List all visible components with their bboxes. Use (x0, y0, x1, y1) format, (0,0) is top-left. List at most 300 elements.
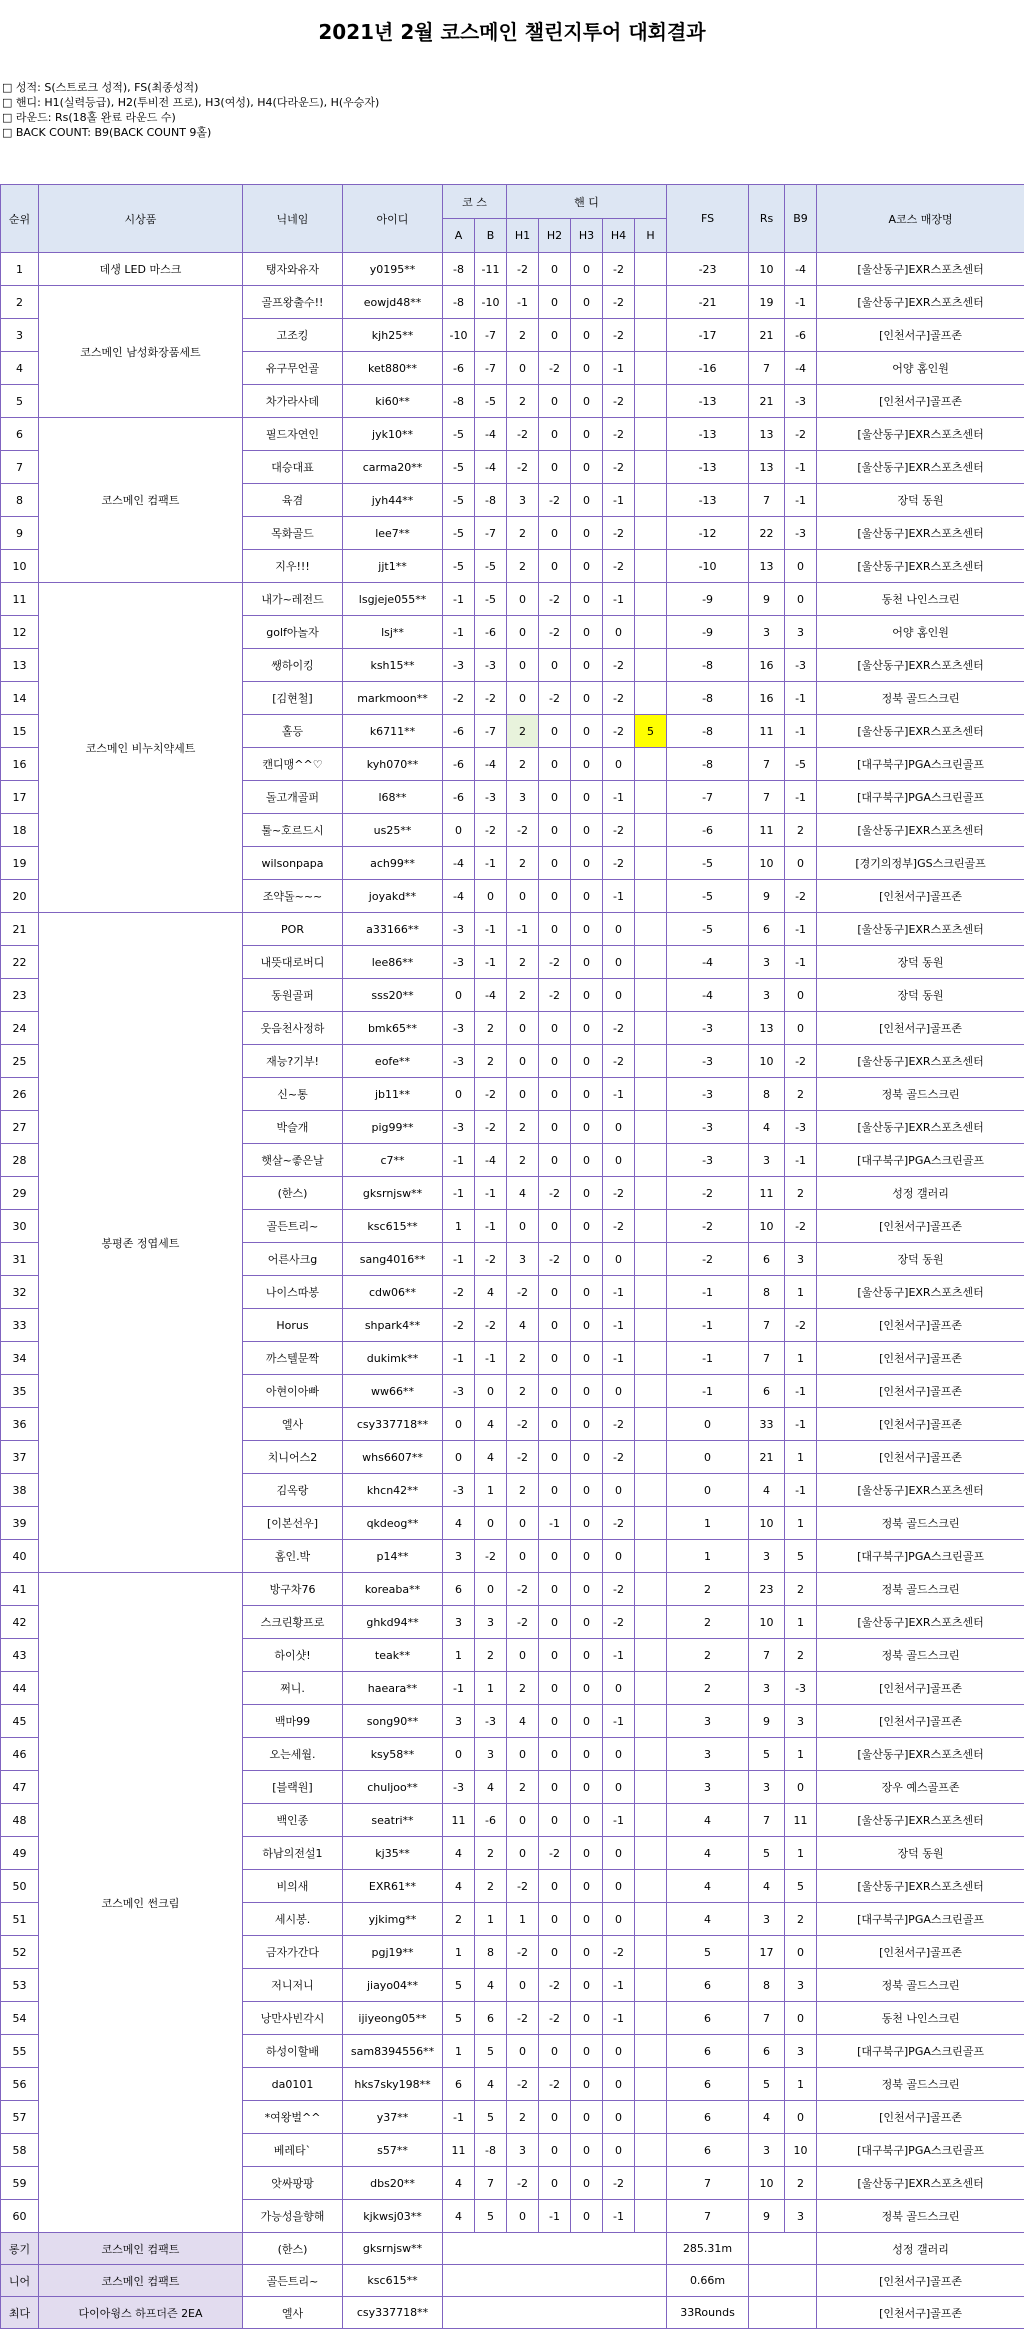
store-cell: [울산동구]EXR스포츠센터 (817, 418, 1024, 451)
nickname-cell: 베레타` (243, 2134, 343, 2167)
h1-cell: 3 (507, 484, 539, 517)
h3-cell: 0 (571, 979, 603, 1012)
rs-cell: 6 (749, 2035, 785, 2068)
fs-cell: -10 (667, 550, 749, 583)
h-cell (635, 2167, 667, 2200)
h2-cell: 0 (539, 1111, 571, 1144)
rank-cell: 23 (1, 979, 39, 1012)
a-cell: 1 (443, 1639, 475, 1672)
b9-cell: -1 (785, 913, 817, 946)
h1-cell: 0 (507, 649, 539, 682)
rs-cell: 4 (749, 1111, 785, 1144)
h1-cell: -2 (507, 1408, 539, 1441)
b-cell: -4 (475, 979, 507, 1012)
h3-cell: 0 (571, 2068, 603, 2101)
fs-cell: 6 (667, 2035, 749, 2068)
a-cell: 2 (443, 1903, 475, 1936)
store-cell: 장덕 동원 (817, 979, 1024, 1012)
h4-cell: -2 (603, 1606, 635, 1639)
h1-cell: 2 (507, 550, 539, 583)
nickname-cell: 탱자와유자 (243, 253, 343, 286)
b9-cell: 1 (785, 1606, 817, 1639)
h-cell (635, 1540, 667, 1573)
h-cell (635, 1309, 667, 1342)
h3-cell: 0 (571, 781, 603, 814)
h4-cell: -2 (603, 649, 635, 682)
rs-cell: 8 (749, 1276, 785, 1309)
rank-cell: 9 (1, 517, 39, 550)
h2-cell: -2 (539, 2002, 571, 2035)
store-cell: 어양 홈인원 (817, 352, 1024, 385)
b9-cell: -2 (785, 1045, 817, 1078)
b9-cell: -2 (785, 1210, 817, 1243)
rs-cell: 7 (749, 748, 785, 781)
nickname-cell: 백마99 (243, 1705, 343, 1738)
fs-cell: -3 (667, 1045, 749, 1078)
rank-cell: 7 (1, 451, 39, 484)
b-cell: -4 (475, 1144, 507, 1177)
table-row (1, 583, 1024, 616)
rank-cell: 50 (1, 1870, 39, 1903)
nickname-cell: (한스) (243, 1177, 343, 1210)
h2-cell: -2 (539, 682, 571, 715)
a-cell: 0 (443, 979, 475, 1012)
b-cell: 0 (475, 1375, 507, 1408)
fs-cell: -3 (667, 1144, 749, 1177)
store-cell: [인천서구]골프존 (817, 1375, 1024, 1408)
h2-cell: -1 (539, 2200, 571, 2233)
h1-cell: 0 (507, 1639, 539, 1672)
b-cell: -2 (475, 1111, 507, 1144)
rs-cell: 13 (749, 451, 785, 484)
id-cell: EXR61** (343, 1870, 443, 1903)
nickname-cell: 나이스따봉 (243, 1276, 343, 1309)
h4-cell: -2 (603, 418, 635, 451)
h1-cell: -2 (507, 2002, 539, 2035)
h2-cell: 0 (539, 1210, 571, 1243)
fs-cell: -8 (667, 649, 749, 682)
h1-cell: 0 (507, 1012, 539, 1045)
fs-cell: -23 (667, 253, 749, 286)
b-cell: 5 (475, 2035, 507, 2068)
h3-cell: 0 (571, 1804, 603, 1837)
h4-cell: -1 (603, 1276, 635, 1309)
a-cell: 11 (443, 2134, 475, 2167)
h3-cell: 0 (571, 550, 603, 583)
a-cell: 5 (443, 2002, 475, 2035)
h1-cell: 2 (507, 1672, 539, 1705)
b-cell: -2 (475, 814, 507, 847)
id-cell: ksc615** (343, 1210, 443, 1243)
fs-cell: -5 (667, 913, 749, 946)
rs-cell: 7 (749, 484, 785, 517)
h2-cell: 0 (539, 253, 571, 286)
h3-cell: 0 (571, 1342, 603, 1375)
nickname-cell: 재능?기부! (243, 1045, 343, 1078)
h3-cell: 0 (571, 1540, 603, 1573)
rank-cell: 32 (1, 1276, 39, 1309)
nickname-cell: 육겸 (243, 484, 343, 517)
id-cell: jiayo04** (343, 1969, 443, 2002)
header-h: H (635, 219, 667, 253)
id-cell: dbs20** (343, 2167, 443, 2200)
store-cell: 장우 예스골프존 (817, 1771, 1024, 1804)
h-cell (635, 1408, 667, 1441)
fs-cell: 0 (667, 1474, 749, 1507)
rs-cell: 5 (749, 2068, 785, 2101)
h3-cell: 0 (571, 1474, 603, 1507)
rs-cell: 3 (749, 2134, 785, 2167)
h3-cell: 0 (571, 880, 603, 913)
nickname-cell: 아현이아빠 (243, 1375, 343, 1408)
h3-cell: 0 (571, 847, 603, 880)
rs-cell: 21 (749, 319, 785, 352)
b-cell: 2 (475, 1045, 507, 1078)
a-cell: -5 (443, 550, 475, 583)
b9-cell: -4 (785, 253, 817, 286)
rs-cell: 4 (749, 1870, 785, 1903)
rank-cell: 39 (1, 1507, 39, 1540)
fs-cell: 2 (667, 1606, 749, 1639)
fs-cell: -2 (667, 1177, 749, 1210)
rs-cell: 10 (749, 847, 785, 880)
h3-cell: 0 (571, 2002, 603, 2035)
rank-cell: 15 (1, 715, 39, 748)
fs-cell: -3 (667, 1078, 749, 1111)
b-cell: -4 (475, 418, 507, 451)
id-cell: joyakd** (343, 880, 443, 913)
store-cell: 장덕 동원 (817, 484, 1024, 517)
a-cell: -1 (443, 1342, 475, 1375)
a-cell: 0 (443, 1738, 475, 1771)
h1-cell: 0 (507, 2200, 539, 2233)
h-cell (635, 2068, 667, 2101)
fs-cell: 0 (667, 1441, 749, 1474)
h3-cell: 0 (571, 1375, 603, 1408)
fs-cell: 4 (667, 1903, 749, 1936)
rank-cell: 54 (1, 2002, 39, 2035)
a-cell: 3 (443, 1540, 475, 1573)
header-id: 아이디 (343, 185, 443, 253)
h2-cell: 0 (539, 1408, 571, 1441)
h-cell (635, 319, 667, 352)
id-cell: eowjd48** (343, 286, 443, 319)
rs-cell: 33 (749, 1408, 785, 1441)
id-cell: ki60** (343, 385, 443, 418)
b-cell: 7 (475, 2167, 507, 2200)
b9-cell: -3 (785, 1111, 817, 1144)
a-cell: 0 (443, 1408, 475, 1441)
store-cell: [인천서구]골프존 (817, 1012, 1024, 1045)
a-cell: 4 (443, 1837, 475, 1870)
a-cell: -8 (443, 253, 475, 286)
h2-cell: 0 (539, 649, 571, 682)
b-cell: 2 (475, 1837, 507, 1870)
rs-cell: 11 (749, 715, 785, 748)
h1-cell: 0 (507, 1045, 539, 1078)
rs-cell: 17 (749, 1936, 785, 1969)
store-cell: [인천서구]골프존 (817, 1705, 1024, 1738)
special-row (1, 2233, 1024, 2265)
b-cell: -11 (475, 253, 507, 286)
h1-cell: -2 (507, 1573, 539, 1606)
h4-cell: -1 (603, 1705, 635, 1738)
h4-cell: -2 (603, 319, 635, 352)
rank-cell: 53 (1, 1969, 39, 2002)
a-cell: 6 (443, 1573, 475, 1606)
h-cell (635, 1012, 667, 1045)
header-rs: Rs (749, 185, 785, 253)
rs-cell: 9 (749, 2200, 785, 2233)
b9-cell: 2 (785, 1639, 817, 1672)
h-cell (635, 1606, 667, 1639)
header-h1: H1 (507, 219, 539, 253)
id-cell: kjkwsj03** (343, 2200, 443, 2233)
a-cell: -5 (443, 418, 475, 451)
a-cell: -4 (443, 880, 475, 913)
b9-cell: 3 (785, 1243, 817, 1276)
nickname-cell: 홀등 (243, 715, 343, 748)
rank-cell: 17 (1, 781, 39, 814)
store-cell: 정북 골드스크린 (817, 1639, 1024, 1672)
a-cell: 3 (443, 1705, 475, 1738)
nickname-cell: 백인종 (243, 1804, 343, 1837)
store-cell: [울산동구]EXR스포츠센터 (817, 1276, 1024, 1309)
b9-cell: -2 (785, 880, 817, 913)
store-cell: [울산동구]EXR스포츠센터 (817, 649, 1024, 682)
store-cell: 정북 골드스크린 (817, 1573, 1024, 1606)
rs-cell: 10 (749, 1045, 785, 1078)
nickname-cell: 저니저니 (243, 1969, 343, 2002)
fs-cell: 7 (667, 2200, 749, 2233)
empty-cell (443, 2233, 667, 2265)
b-cell: -4 (475, 748, 507, 781)
rank-cell: 60 (1, 2200, 39, 2233)
fs-cell: -8 (667, 682, 749, 715)
h2-cell: 0 (539, 1045, 571, 1078)
h3-cell: 0 (571, 1639, 603, 1672)
b9-cell: -1 (785, 1408, 817, 1441)
a-cell: -1 (443, 583, 475, 616)
a-cell: -3 (443, 1045, 475, 1078)
rs-cell: 3 (749, 1771, 785, 1804)
h4-cell: -2 (603, 1012, 635, 1045)
b-cell: -7 (475, 715, 507, 748)
b-cell: -2 (475, 1078, 507, 1111)
h4-cell: 0 (603, 616, 635, 649)
h2-cell: 0 (539, 1078, 571, 1111)
h3-cell: 0 (571, 1177, 603, 1210)
store-cell: [대구북구]PGA스크린골프 (817, 748, 1024, 781)
fs-cell: 6 (667, 1969, 749, 2002)
h3-cell: 0 (571, 649, 603, 682)
h3-cell: 0 (571, 1573, 603, 1606)
id-cell: whs6607** (343, 1441, 443, 1474)
b9-cell: 1 (785, 1837, 817, 1870)
b9-cell: -1 (785, 781, 817, 814)
id-cell: k6711** (343, 715, 443, 748)
fs-cell: 6 (667, 2134, 749, 2167)
b-cell: 1 (475, 1903, 507, 1936)
nickname-cell: 비의새 (243, 1870, 343, 1903)
id-cell: sam8394556** (343, 2035, 443, 2068)
fs-cell: -12 (667, 517, 749, 550)
b9-cell: 3 (785, 1969, 817, 2002)
h2-cell: 0 (539, 385, 571, 418)
legend-backcount: □ BACK COUNT: B9(BACK COUNT 9홀) (2, 126, 212, 139)
fs-cell: 7 (667, 2167, 749, 2200)
fs-cell: -9 (667, 583, 749, 616)
h3-cell: 0 (571, 616, 603, 649)
fs-cell: -9 (667, 616, 749, 649)
a-cell: -5 (443, 484, 475, 517)
h1-cell: 3 (507, 781, 539, 814)
h-cell (635, 1771, 667, 1804)
h-cell (635, 451, 667, 484)
rs-cell: 6 (749, 1375, 785, 1408)
b9-cell: 5 (785, 1870, 817, 1903)
h-cell (635, 1177, 667, 1210)
b9-cell: 11 (785, 1804, 817, 1837)
store-cell: [울산동구]EXR스포츠센터 (817, 286, 1024, 319)
special-id-cell: ksc615** (343, 2265, 443, 2297)
b9-cell: 0 (785, 847, 817, 880)
b-cell: -1 (475, 1177, 507, 1210)
h1-cell: -1 (507, 913, 539, 946)
store-cell: [울산동구]EXR스포츠센터 (817, 814, 1024, 847)
h2-cell: 0 (539, 1606, 571, 1639)
h1-cell: -2 (507, 253, 539, 286)
b9-cell: 1 (785, 1342, 817, 1375)
h4-cell: -1 (603, 1309, 635, 1342)
table-row (1, 913, 1024, 946)
h2-cell: 0 (539, 319, 571, 352)
a-cell: -1 (443, 1177, 475, 1210)
h2-cell: 0 (539, 2035, 571, 2068)
a-cell: -6 (443, 715, 475, 748)
h-cell (635, 550, 667, 583)
results-table (0, 184, 1024, 2329)
id-cell: y37** (343, 2101, 443, 2134)
a-cell: 4 (443, 2167, 475, 2200)
h3-cell: 0 (571, 1969, 603, 2002)
h2-cell: 0 (539, 781, 571, 814)
h4-cell: -1 (603, 1078, 635, 1111)
nickname-cell: 금자가간다 (243, 1936, 343, 1969)
h-cell (635, 1507, 667, 1540)
h4-cell: -2 (603, 1936, 635, 1969)
h4-cell: 0 (603, 1375, 635, 1408)
h-cell (635, 1936, 667, 1969)
h3-cell: 0 (571, 1210, 603, 1243)
h4-cell: 0 (603, 979, 635, 1012)
h-cell (635, 2134, 667, 2167)
id-cell: gksrnjsw** (343, 1177, 443, 1210)
h2-cell: 0 (539, 1705, 571, 1738)
nickname-cell: 홈인.박 (243, 1540, 343, 1573)
special-awards (1, 2233, 1024, 2329)
h-cell (635, 814, 667, 847)
b9-cell: 5 (785, 1540, 817, 1573)
h4-cell: -2 (603, 715, 635, 748)
h2-cell: -2 (539, 616, 571, 649)
rank-cell: 24 (1, 1012, 39, 1045)
h2-cell: -2 (539, 1177, 571, 1210)
b-cell: -2 (475, 1243, 507, 1276)
fs-cell: -4 (667, 979, 749, 1012)
h2-cell: 0 (539, 880, 571, 913)
store-cell: 동천 나인스크린 (817, 2002, 1024, 2035)
id-cell: a33166** (343, 913, 443, 946)
prize-cell: 코스메인 컴팩트 (39, 418, 243, 583)
nickname-cell: 세시봉. (243, 1903, 343, 1936)
h3-cell: 0 (571, 1606, 603, 1639)
header-a: A (443, 219, 475, 253)
b-cell: -3 (475, 781, 507, 814)
nickname-cell: 방구차76 (243, 1573, 343, 1606)
b-cell: 6 (475, 2002, 507, 2035)
h4-cell: -1 (603, 352, 635, 385)
b-cell: 4 (475, 2068, 507, 2101)
h3-cell: 0 (571, 418, 603, 451)
h3-cell: 0 (571, 2035, 603, 2068)
store-cell: [울산동구]EXR스포츠센터 (817, 1474, 1024, 1507)
legend (2, 80, 379, 140)
header-b: B (475, 219, 507, 253)
id-cell: kj35** (343, 1837, 443, 1870)
a-cell: -3 (443, 1375, 475, 1408)
a-cell: -1 (443, 2101, 475, 2134)
rs-cell: 5 (749, 1837, 785, 1870)
b-cell: -2 (475, 682, 507, 715)
a-cell: 0 (443, 1078, 475, 1111)
h1-cell: 2 (507, 1342, 539, 1375)
nickname-cell: 가능성을향해 (243, 2200, 343, 2233)
rs-cell: 21 (749, 385, 785, 418)
rs-cell: 19 (749, 286, 785, 319)
b9-cell: -1 (785, 715, 817, 748)
h-cell (635, 1045, 667, 1078)
h1-cell: 0 (507, 2035, 539, 2068)
rs-cell: 7 (749, 1342, 785, 1375)
nickname-cell: 쌩하이킹 (243, 649, 343, 682)
h4-cell: 0 (603, 1738, 635, 1771)
h2-cell: -2 (539, 1969, 571, 2002)
h2-cell: 0 (539, 286, 571, 319)
b-cell: -8 (475, 2134, 507, 2167)
fs-cell: -17 (667, 319, 749, 352)
h3-cell: 0 (571, 1078, 603, 1111)
rs-cell: 7 (749, 1309, 785, 1342)
rank-cell: 1 (1, 253, 39, 286)
h2-cell: -2 (539, 979, 571, 1012)
h4-cell: 0 (603, 1837, 635, 1870)
h3-cell: 0 (571, 2200, 603, 2233)
b9-cell: -3 (785, 1672, 817, 1705)
h1-cell: 0 (507, 583, 539, 616)
h2-cell: -2 (539, 484, 571, 517)
h4-cell: -1 (603, 2200, 635, 2233)
rank-cell: 51 (1, 1903, 39, 1936)
h2-cell: 0 (539, 2101, 571, 2134)
rank-cell: 34 (1, 1342, 39, 1375)
b-cell: -7 (475, 352, 507, 385)
h-cell (635, 253, 667, 286)
h3-cell: 0 (571, 748, 603, 781)
rank-cell: 37 (1, 1441, 39, 1474)
h2-cell: 0 (539, 1672, 571, 1705)
a-cell: -3 (443, 649, 475, 682)
